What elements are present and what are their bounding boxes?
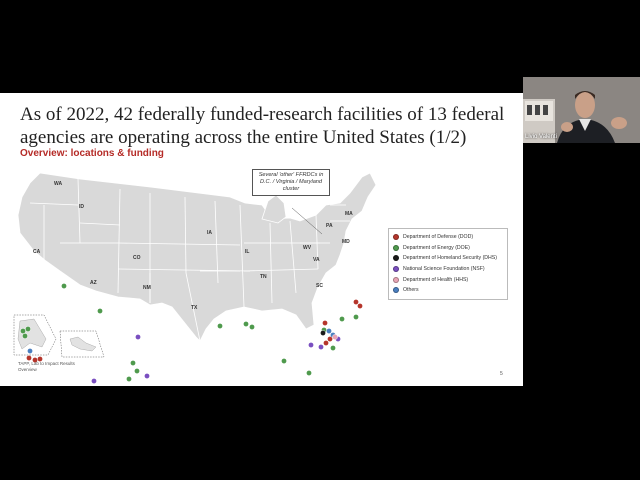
- legend-item-doe: [393, 243, 503, 254]
- us-mainland-shape: [18, 173, 376, 341]
- dc-cluster-callout: Several 'other' FFRDCs in D.C. / Virginia / Maryland cluster: [252, 169, 330, 196]
- participant-video-tile[interactable]: [523, 77, 640, 143]
- legend-dot-dod: [393, 234, 399, 240]
- marker-others: [27, 328, 335, 386]
- legend-item-others: [393, 285, 503, 296]
- legend-dot-hhs: [393, 277, 399, 283]
- state-label-md: MD: [342, 239, 350, 245]
- legend-label: Others: [403, 287, 419, 294]
- state-label-ma: MA: [345, 211, 353, 217]
- legend-label: Department of Homeland Security (DHS): [403, 255, 497, 262]
- alaska-shape: [18, 319, 46, 349]
- participant-name: Livio Valenti: [525, 134, 557, 140]
- state-label-az: AZ: [90, 280, 97, 286]
- michigan-shape: [262, 195, 286, 223]
- slide-page-number: 5: [500, 371, 503, 377]
- state-label-il: IL: [245, 249, 250, 255]
- state-label-ca: CA: [33, 249, 41, 255]
- legend-label: Department of Defense (DOD): [403, 234, 474, 241]
- legend-dot-dhs: [393, 255, 399, 261]
- hawaii-shape: [70, 337, 96, 351]
- state-label-nm: NM: [143, 285, 151, 291]
- legend-label: Department of Energy (DOE): [403, 244, 470, 251]
- marker-hhs: [332, 334, 337, 339]
- state-label-va: VA: [313, 257, 320, 263]
- legend-item-hhs: [393, 274, 503, 285]
- slide-subtitle: Overview: locations & funding: [20, 148, 164, 159]
- legend-item-nsf: [393, 264, 503, 275]
- state-label-ia: IA: [207, 230, 212, 236]
- state-label-wv: WV: [303, 245, 312, 251]
- legend-dot-doe: [393, 245, 399, 251]
- legend-dot-nsf: [393, 266, 399, 272]
- legend-dot-others: [393, 287, 399, 293]
- state-label-co: CO: [133, 255, 141, 261]
- state-label-wa: WA: [54, 181, 63, 187]
- legend-item-dod: [393, 232, 503, 243]
- legend-label: National Science Foundation (NSF): [403, 266, 485, 273]
- state-label-pa: PA: [326, 223, 333, 229]
- map-legend: [388, 228, 508, 300]
- slide-title: As of 2022, 42 federally funded-research facilities of 13 federal agencies are operating across the entire United States (1/2): [20, 104, 505, 148]
- state-label-tn: TN: [260, 274, 267, 280]
- state-label-id: ID: [79, 204, 84, 210]
- slide-footnote: TAPP, Lab to Impact Results Overview: [18, 361, 75, 372]
- state-label-sc: SC: [316, 283, 323, 289]
- legend-item-dhs: [393, 253, 503, 264]
- legend-label: Department of Health (HHS): [403, 276, 469, 283]
- marker-dhs: [320, 330, 325, 335]
- presentation-slide: [0, 93, 523, 386]
- state-label-tx: TX: [191, 305, 198, 311]
